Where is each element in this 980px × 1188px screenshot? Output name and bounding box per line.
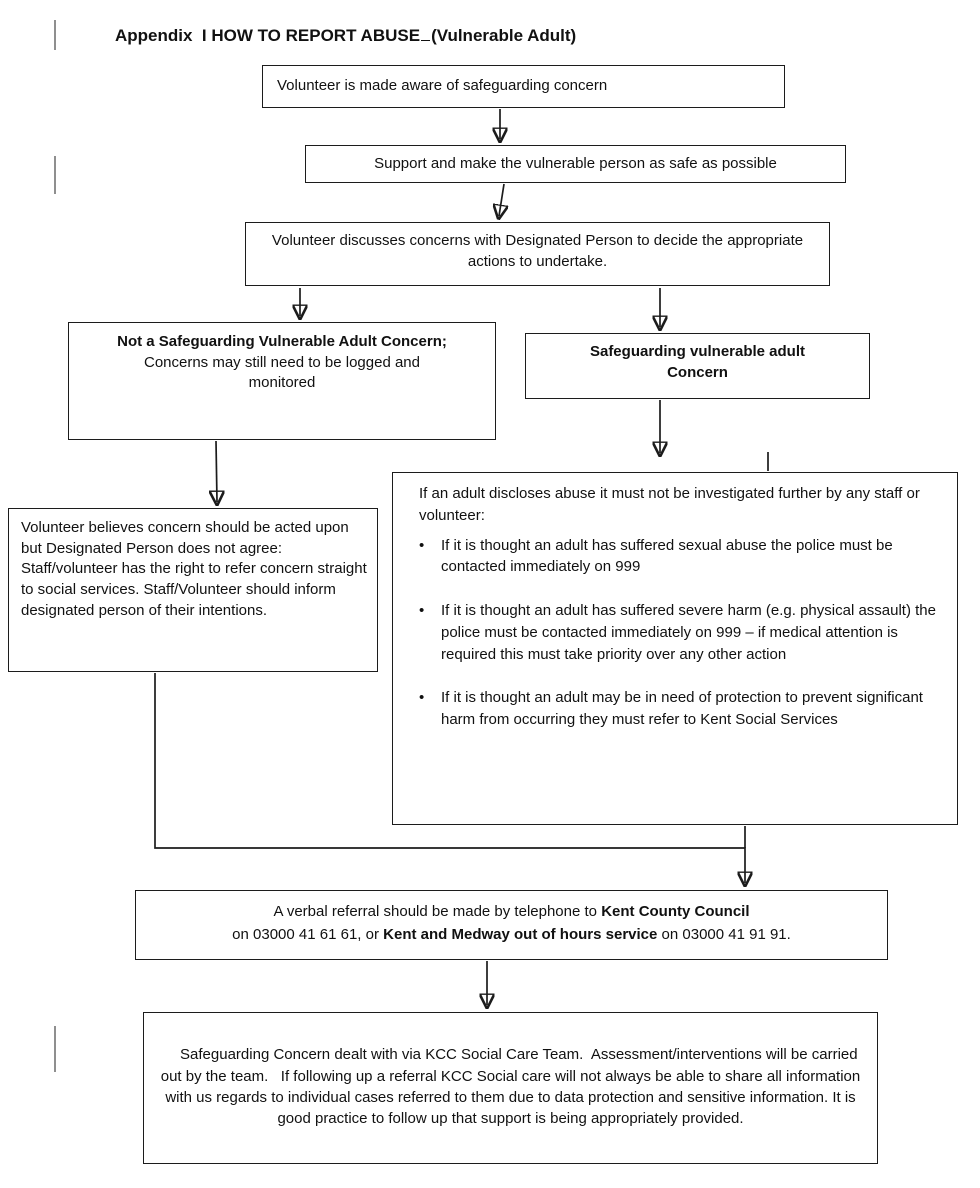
disclosure-bullet bbox=[419, 687, 943, 731]
referral-box bbox=[135, 890, 888, 960]
support-box bbox=[305, 145, 846, 183]
outcome-box bbox=[143, 1012, 878, 1164]
arrow-support-to-discuss bbox=[499, 184, 504, 216]
disclosure-bullet-text: If it is thought an adult has suffered severe harm (e.g. physical assault) the police must be contacted immediately on 999 – if medical attention is required this must take priority over any other action bbox=[441, 602, 936, 663]
safeguarding-box-text: Safeguarding vulnerable adult Concern bbox=[589, 343, 806, 381]
page-title-part2: (Vulnerable Adult) bbox=[431, 26, 577, 46]
not-safeguarding-box bbox=[68, 322, 496, 440]
referral-line1-bold: Kent County Council bbox=[601, 903, 750, 920]
bullet-icon bbox=[419, 687, 441, 731]
disclosure-bullet bbox=[419, 535, 943, 579]
referral-line2 bbox=[144, 924, 879, 947]
referral-line1 bbox=[144, 901, 879, 924]
disagree-box-text: Volunteer believes concern should be acted upon but Designated Person does not agree: Staff/volunteer has the right to refer concern straight to social services. Staff/Volunteer should inform designated person of their intentions. bbox=[21, 519, 367, 619]
disclosure-bullet-text: If it is thought an adult may be in need of protection to prevent significant harm from occurring they must refer to Kent Social Services bbox=[441, 689, 923, 728]
disagree-box bbox=[8, 508, 378, 672]
outcome-box-text: Safeguarding Concern dealt with via KCC Social Care Team. Assessment/interventions will be carried out by the team. If following up a referral KCC Social care will not always be able to share all information with us regards to individual cases referred to them due to data protection and sensitive information. It is good practice to follow up that support is being appropriately provided. bbox=[160, 1046, 865, 1128]
aware-box-text: Volunteer is made aware of safeguarding concern bbox=[277, 77, 608, 95]
title-underline bbox=[421, 24, 430, 41]
aware-box bbox=[262, 65, 785, 108]
not-safeguarding-heading: Not a Safeguarding Vulnerable Adult Concern; bbox=[117, 333, 447, 350]
not-safeguarding-body: Concerns may still need to be logged and monitored bbox=[143, 353, 420, 392]
disclosure-intro: If an adult discloses abuse it must not be investigated further by any staff or volunteer: bbox=[419, 485, 920, 524]
discuss-box-text: Volunteer discusses concerns with Designated Person to decide the appropriate actions to undertake. bbox=[271, 232, 804, 270]
page-title bbox=[115, 24, 576, 46]
safeguarding-box bbox=[525, 333, 870, 399]
referral-line2-bold: Kent and Medway out of hours service bbox=[383, 925, 658, 943]
bullet-icon bbox=[419, 600, 441, 665]
change-bar bbox=[54, 20, 56, 50]
page-title-part1: Appendix I HOW TO REPORT ABUSE bbox=[115, 26, 421, 46]
discuss-box bbox=[245, 222, 830, 286]
change-bar bbox=[54, 1026, 56, 1072]
referral-line1-normal: A verbal referral should be made by telephone to bbox=[273, 903, 602, 920]
bullet-icon bbox=[419, 535, 441, 579]
disclosure-bullet-text: If it is thought an adult has suffered sexual abuse the police must be contacted immediately on 999 bbox=[441, 536, 893, 576]
referral-line2-post: on 03000 41 91 91. bbox=[657, 925, 791, 943]
referral-line2-pre: on 03000 41 61 61, or bbox=[232, 925, 384, 943]
arrow-notsafe-to-disagree bbox=[216, 441, 217, 502]
support-box-text: Support and make the vulnerable person as safe as possible bbox=[374, 154, 777, 172]
disclosure-box bbox=[392, 472, 958, 825]
change-bar bbox=[54, 156, 56, 194]
disclosure-bullet bbox=[419, 600, 943, 665]
